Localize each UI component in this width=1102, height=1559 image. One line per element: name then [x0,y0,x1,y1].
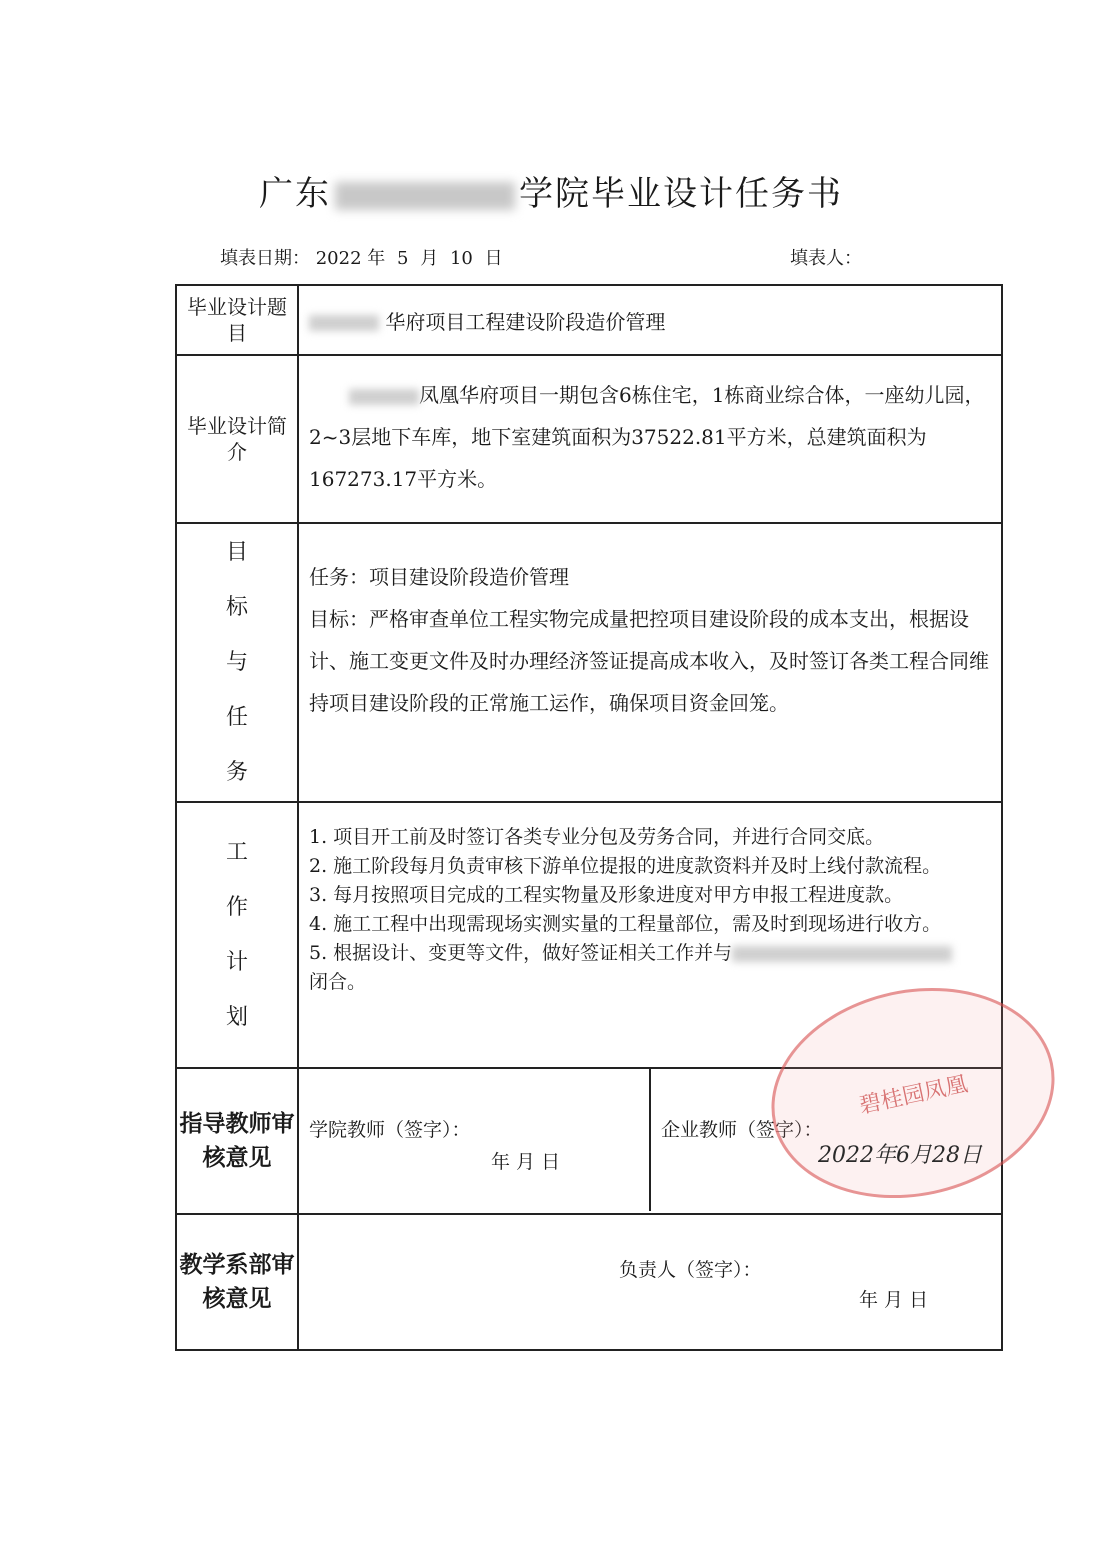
plan-item: 4. 施工工程中出现需现场实测实量的工程量部位，需及时到现场进行收方。 [309,913,942,935]
topic-cell [298,285,1002,355]
goal-label-char: 任 [225,705,248,730]
plan-label [176,802,298,1068]
handwritten-date: 2022年6月28日 [818,1143,982,1168]
plan-item: 3. 每月按照项目完成的工程实物量及形象进度对甲方申报工程进度款。 [309,884,904,906]
dept-cell [298,1214,1002,1350]
goal-task: 任务：项目建设阶段造价管理 [309,565,569,589]
row-dept [176,1214,1002,1350]
intro-text [309,364,991,500]
plan-label-char: 计 [225,950,248,975]
dept-sign-label: 负责人（签字）： [619,1259,762,1281]
plan-label-char: 工 [225,840,248,865]
school-teacher-box [299,1069,651,1211]
fill-date-month-unit: 月 [420,248,439,269]
school-teacher-sign-label: 学院教师（签字）： [309,1119,471,1141]
goal-label-char: 务 [225,760,248,785]
plan-item [309,939,991,968]
redacted-plan [732,946,952,962]
fill-date-day-unit: 日 [484,248,503,269]
advisor-label: 指导教师审核意见 [176,1068,298,1214]
fill-date-year: 2022 [315,248,362,269]
stamp-text: 碧桂园凤凰 [857,1071,970,1119]
goal-label-char: 目 [225,540,248,565]
intro-label: 毕业设计简介 [176,355,298,523]
row-intro [176,355,1002,523]
plan-item: 闭合。 [309,971,367,993]
redacted-name [335,182,515,210]
topic-value: 华府项目工程建设阶段造价管理 [385,309,666,334]
plan-label-char: 划 [225,1005,248,1030]
redacted-intro [349,389,419,405]
row-goal [176,523,1002,802]
company-teacher-sign-label: 企业教师（签字）： [661,1119,823,1141]
fill-date [220,244,503,270]
fill-date-day: 10 [449,248,473,269]
school-teacher-date: 年 月 日 [491,1151,561,1173]
fill-date-label: 填表日期： [220,248,310,269]
goal-label [176,523,298,802]
fill-date-year-unit: 年 [367,248,386,269]
goal-cell [298,523,1002,802]
topic-label: 毕业设计题目 [176,285,298,355]
row-topic [176,285,1002,355]
plan-item: 2. 施工阶段每月负责审核下游单位提报的进度款资料并及时上线付款流程。 [309,855,942,877]
dept-label: 教学系部审核意见 [176,1214,298,1350]
plan-label-char: 作 [225,895,248,920]
goal-label-char: 标 [225,595,248,620]
title-prefix: 广东 [259,174,331,214]
goal-target: 目标：严格审查单位工程实物完成量把控项目建设阶段的成本支出，根据设计、施工变更文件及时办理经济签证提高成本收入，及时签订各类工程合同维持项目建设阶段的正常施工运作，确保项目资金回笼。 [309,607,989,715]
intro-value: 凤凰华府项目一期包含6栋住宅，1栋商业综合体，一座幼儿园，2~3层地下车库，地下室建筑面积为37522.81平方米，总建筑面积为167273.17平方米。 [309,383,985,491]
dept-date: 年 月 日 [859,1289,929,1311]
title-suffix: 学院毕业设计任务书 [519,174,843,214]
intro-cell [298,355,1002,523]
redacted-topic [309,315,379,331]
document-title [0,166,1102,215]
filler [790,244,862,270]
plan-item: 1. 项目开工前及时签订各类专业分包及劳务合同，并进行合同交底。 [309,826,885,848]
plan-item-text: 5. 根据设计、变更等文件，做好签证相关工作并与 [309,942,733,964]
fill-date-month: 5 [397,248,409,269]
goal-label-char: 与 [225,650,248,675]
filler-label: 填表人： [790,248,862,269]
